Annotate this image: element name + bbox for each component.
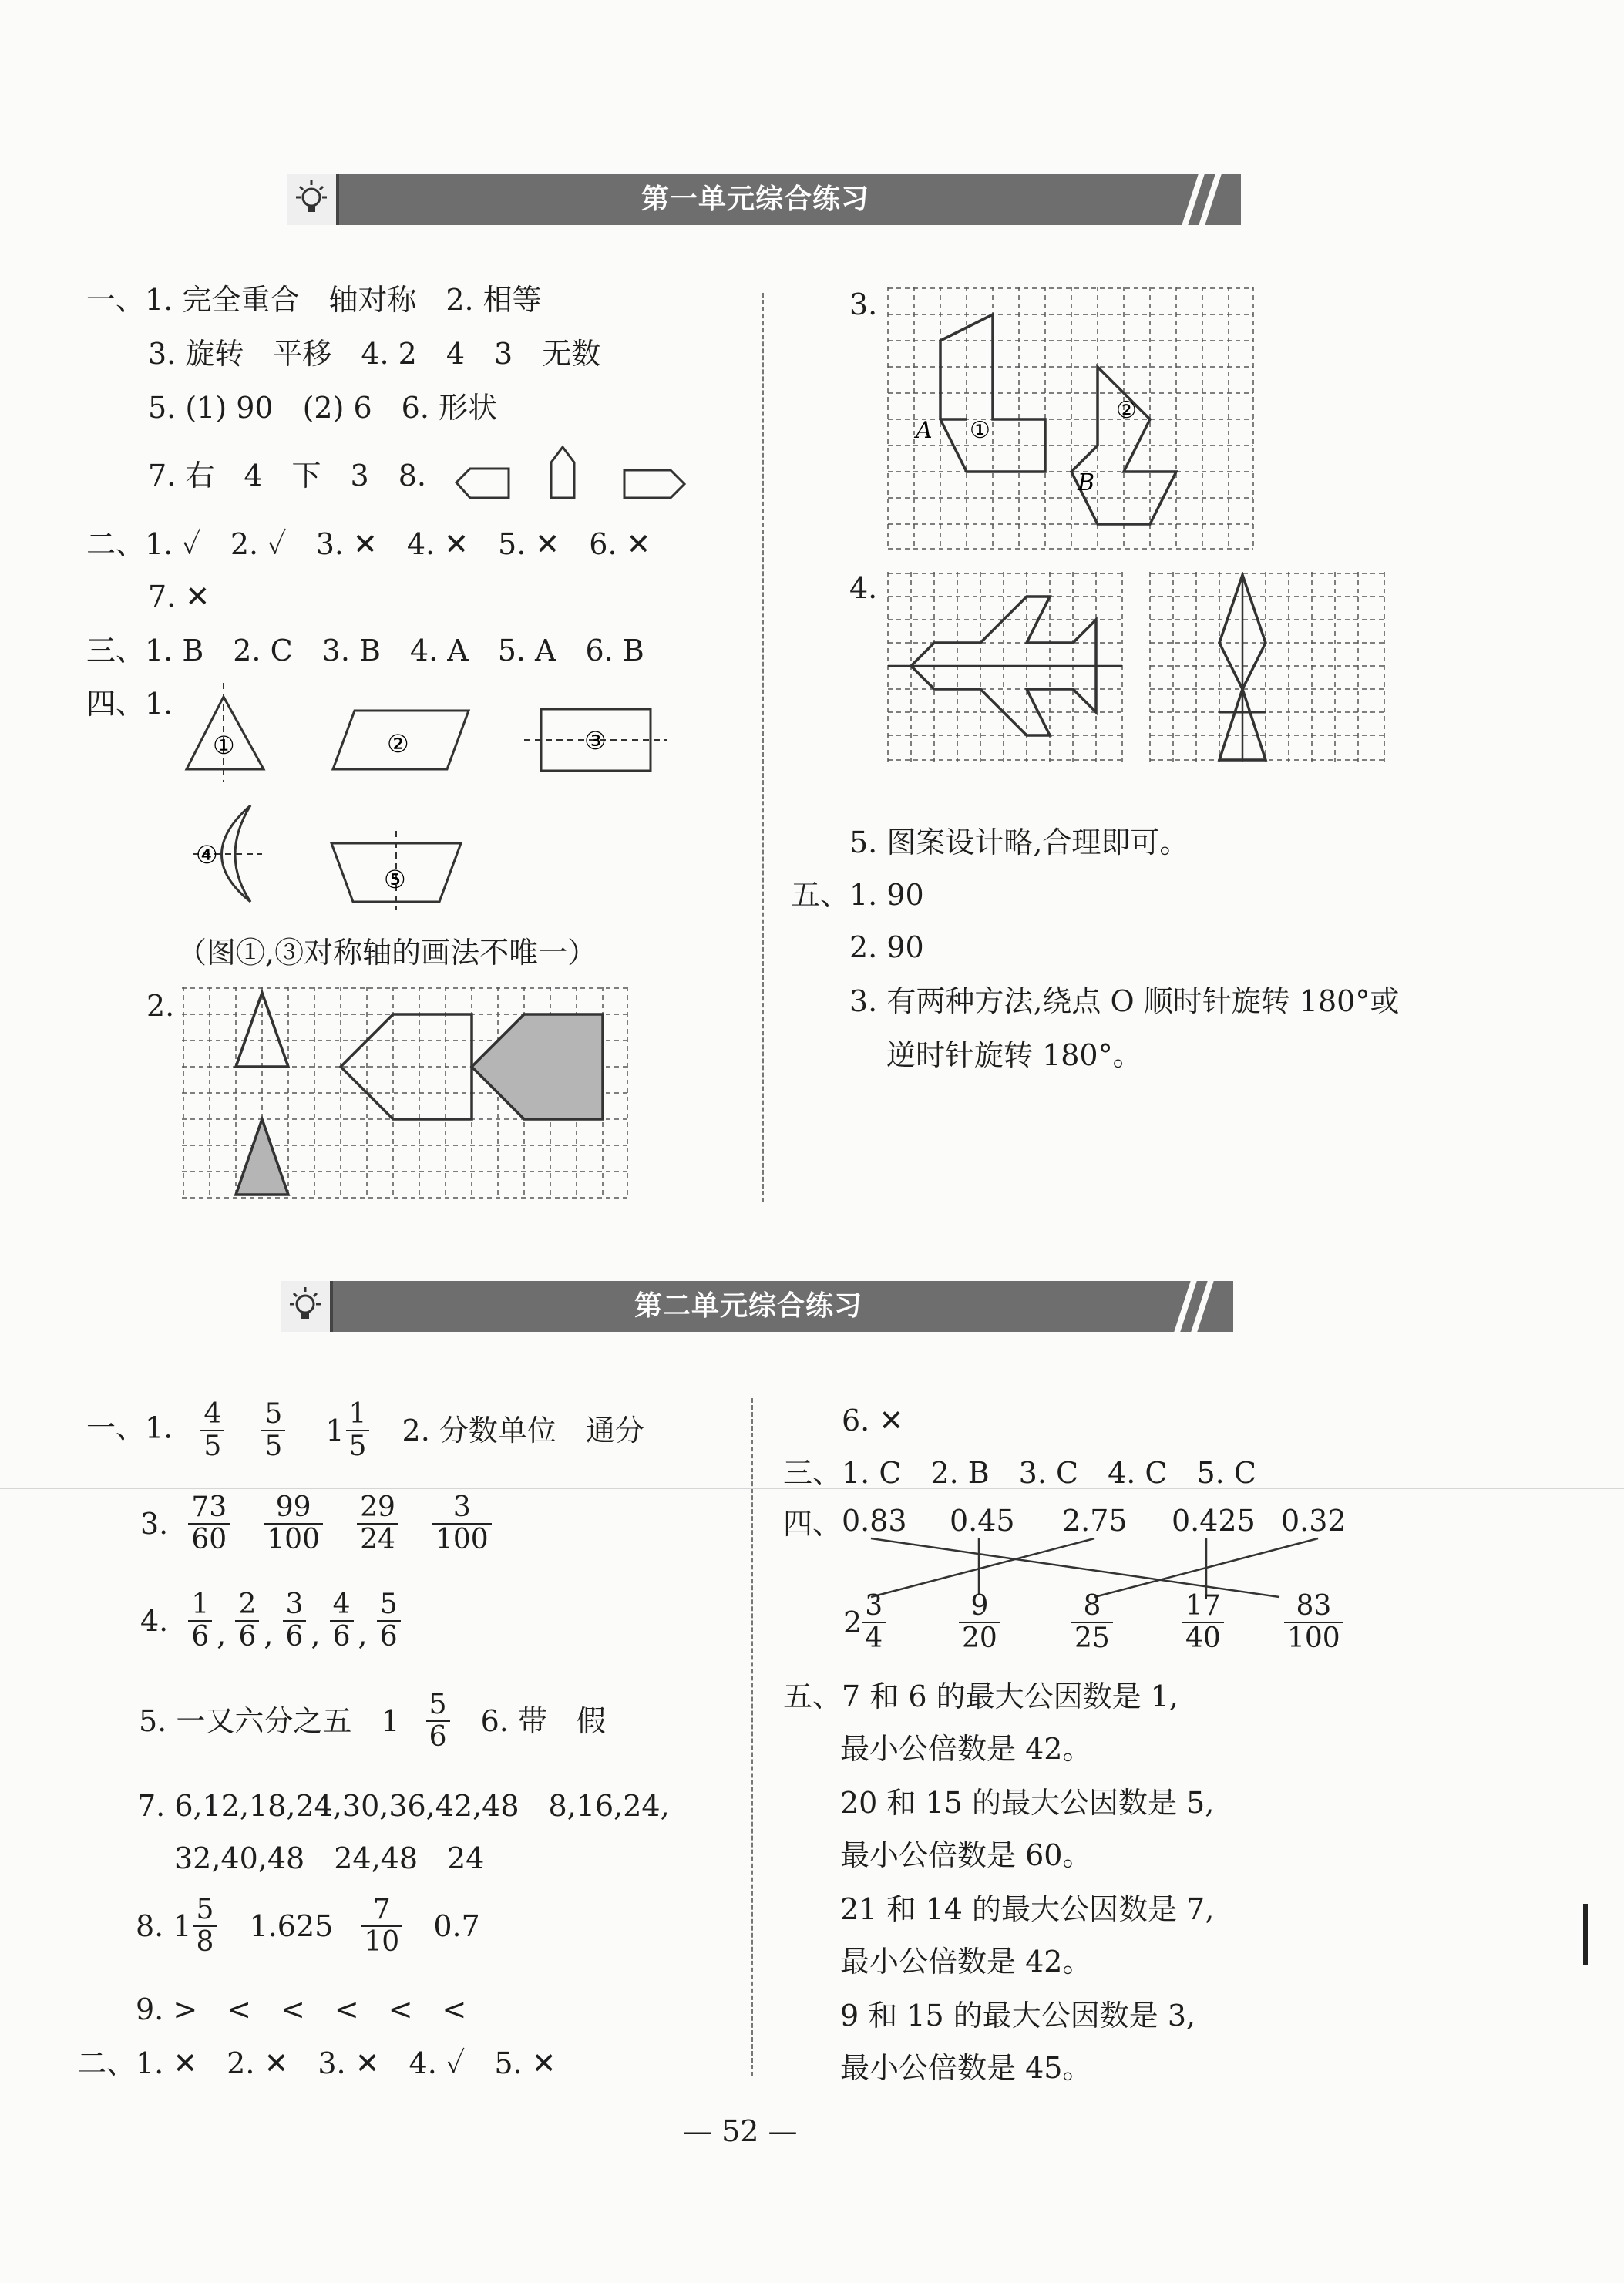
- u1-q2: 2.: [146, 989, 175, 1023]
- u2-r3-prefix: 四、: [783, 1507, 842, 1541]
- u1-line2: 3. 旋转 平移 4. 2 4 3 无数: [148, 337, 601, 371]
- u1-r-w3a: 3. 有两种方法,绕点 O 顺时针旋转 180°或: [849, 984, 1400, 1018]
- u2-line7b: 32,40,48 24,48 24: [174, 1841, 485, 1875]
- shape-label: ①: [213, 731, 235, 760]
- u2-w7: 9 和 15 的最大公因数是 3,: [840, 1999, 1196, 2033]
- lightbulb-icon: [281, 1281, 333, 1332]
- label-a: A: [916, 417, 933, 444]
- fraction: $\frac{29}{24}$: [357, 1492, 398, 1555]
- unit2-divider: [751, 1398, 753, 2076]
- bottom-fraction: $\frac{83}{100}$: [1279, 1591, 1348, 1654]
- u1-r-w2: 2. 90: [849, 930, 924, 964]
- u1-r-q4: 4.: [849, 571, 878, 605]
- unit2-title: 第二单元综合练习: [634, 1290, 862, 1322]
- q3-grid-figure: [886, 287, 1256, 552]
- u1-line4: 7. 右 4 下 3 8.: [148, 459, 426, 493]
- margin-bar: [1583, 1904, 1588, 1965]
- u1-line7: 三、1. B 2. C 3. B 4. A 5. A 6. B: [86, 634, 644, 667]
- fraction: $\frac{5}{6}$: [377, 1589, 401, 1653]
- u2-line7a: 7. 6,12,18,24,30,36,42,48 8,16,24,: [137, 1789, 670, 1823]
- fraction: $\frac{1}{5}$: [346, 1399, 370, 1462]
- u2-line3: [140, 1492, 496, 1555]
- top-value: 0.83: [842, 1504, 907, 1538]
- q8-shapes: [439, 439, 694, 509]
- u2-w4: 最小公倍数是 60。: [840, 1838, 1092, 1872]
- fraction: $\frac{3}{6}$: [283, 1589, 307, 1653]
- bottom-mixed: 2 $\frac{3}{4}$: [843, 1591, 890, 1654]
- q2-grid-figure: [182, 987, 629, 1204]
- u1-line5: 二、1. ✓ 2. ✓ 3. ✕ 4. ✕ 5. ✕ 6. ✕: [86, 527, 651, 561]
- bottom-fraction: $\frac{8}{25}$: [1067, 1591, 1118, 1654]
- u2-l1-prefix: 一、1.: [86, 1410, 173, 1445]
- u2-w6: 最小公倍数是 42。: [840, 1945, 1092, 1979]
- u2-w8: 最小公倍数是 45。: [840, 2051, 1092, 2085]
- label-2: ②: [1116, 397, 1137, 424]
- unit1-title: 第一单元综合练习: [641, 183, 869, 215]
- u2-line1: [86, 1399, 644, 1462]
- top-value: 0.425: [1172, 1504, 1256, 1538]
- u2-l3-prefix: 3.: [140, 1507, 169, 1541]
- shape-label: ③: [584, 726, 607, 755]
- fraction: $\frac{99}{100}$: [264, 1492, 323, 1555]
- u2-w3: 20 和 15 的最大公因数是 5,: [840, 1786, 1215, 1820]
- q4-grid-figure-1: [886, 572, 1125, 765]
- unit1-divider: [762, 293, 764, 1202]
- bottom-fraction: $\frac{17}{40}$: [1178, 1591, 1229, 1654]
- shape-label: ②: [387, 729, 409, 758]
- fraction: $\frac{73}{60}$: [188, 1492, 230, 1555]
- shape-label: ⑤: [384, 865, 406, 894]
- fraction: $\frac{5}{8}$: [193, 1895, 217, 1958]
- fraction: $\frac{3}{100}$: [432, 1492, 492, 1555]
- u1-line3: 5. (1) 90 (2) 6 6. 形状: [148, 391, 498, 425]
- u2-r2: 三、1. C 2. B 3. C 4. C 5. C: [783, 1456, 1256, 1490]
- top-value: 0.45: [950, 1504, 1015, 1538]
- top-value: 0.32: [1281, 1504, 1347, 1538]
- lightbulb-icon: [287, 174, 339, 225]
- fraction: $\frac{3}{4}$: [862, 1591, 886, 1654]
- u2-w5: 21 和 14 的最大公因数是 7,: [840, 1892, 1215, 1926]
- fraction: $\frac{5}{6}$: [426, 1690, 450, 1753]
- top-value: 2.75: [1062, 1504, 1128, 1538]
- u2-w1: 五、7 和 6 的最大公因数是 1,: [783, 1679, 1178, 1713]
- unit1-banner: [287, 174, 1241, 225]
- u1-note: （图①,③对称轴的画法不唯一）: [177, 936, 597, 970]
- fraction: $\frac{4}{6}$: [330, 1589, 354, 1653]
- q4-grid-figure-2: [1148, 572, 1387, 765]
- u2-r1: 6. ✕: [842, 1404, 904, 1437]
- fraction: $\frac{1}{6}$: [188, 1589, 212, 1653]
- u2-l4-prefix: 4.: [140, 1604, 169, 1638]
- u2-line5: [139, 1690, 606, 1753]
- fraction: $\frac{7}{10}$: [361, 1895, 402, 1958]
- unit2-banner: [281, 1281, 1233, 1332]
- shape-label: ④: [196, 840, 218, 869]
- u2-line8: [136, 1895, 480, 1958]
- u2-l1-suffix: 2. 分数单位 通分: [402, 1414, 644, 1447]
- u1-r-q5: 5. 图案设计略,合理即可。: [849, 825, 1189, 859]
- u2-line4: 4. $\frac{1}{6}$ , $\frac{2}{6}$ , $\frac{3}{6}$ , $\frac{4}{6}$ , $\frac{5}{6}$: [140, 1589, 405, 1653]
- u2-l8-suffix: 0.7: [433, 1909, 480, 1943]
- u1-r-w3b: 逆时针旋转 180°。: [886, 1038, 1142, 1072]
- u2-line9: 9. > < < < < <: [136, 1992, 467, 2026]
- matching-figure: [832, 1503, 1347, 1657]
- fraction: $\frac{4}{5}$: [200, 1399, 224, 1462]
- fraction: $\frac{2}{6}$: [235, 1589, 259, 1653]
- u2-l5-prefix: 5. 一又六分之五 1: [139, 1704, 400, 1738]
- bottom-fraction: $\frac{9}{20}$: [954, 1591, 1005, 1654]
- label-b: B: [1078, 469, 1095, 496]
- u2-l8-mid: 1.625: [249, 1909, 334, 1943]
- mixed-whole: 1: [325, 1414, 345, 1447]
- label-1: ①: [970, 417, 990, 444]
- u1-line8: 四、1.: [86, 687, 173, 721]
- u2-l8-prefix: 8. 1: [136, 1909, 192, 1943]
- u2-w2: 最小公倍数是 42。: [840, 1732, 1092, 1766]
- u1-r-q3: 3.: [849, 287, 878, 321]
- fraction: $\frac{5}{5}$: [261, 1399, 285, 1462]
- symmetry-shapes: [177, 678, 671, 910]
- u2-l5-suffix: 6. 带 假: [480, 1704, 606, 1738]
- u1-r-w1: 五、1. 90: [791, 878, 924, 912]
- page-number: — 52 —: [683, 2114, 798, 2148]
- u2-line10: 二、1. ✕ 2. ✕ 3. ✕ 4. ✓ 5. ✕: [77, 2046, 556, 2080]
- u1-line1: 一、1. 完全重合 轴对称 2. 相等: [86, 283, 542, 317]
- u1-line6: 7. ✕: [148, 580, 210, 614]
